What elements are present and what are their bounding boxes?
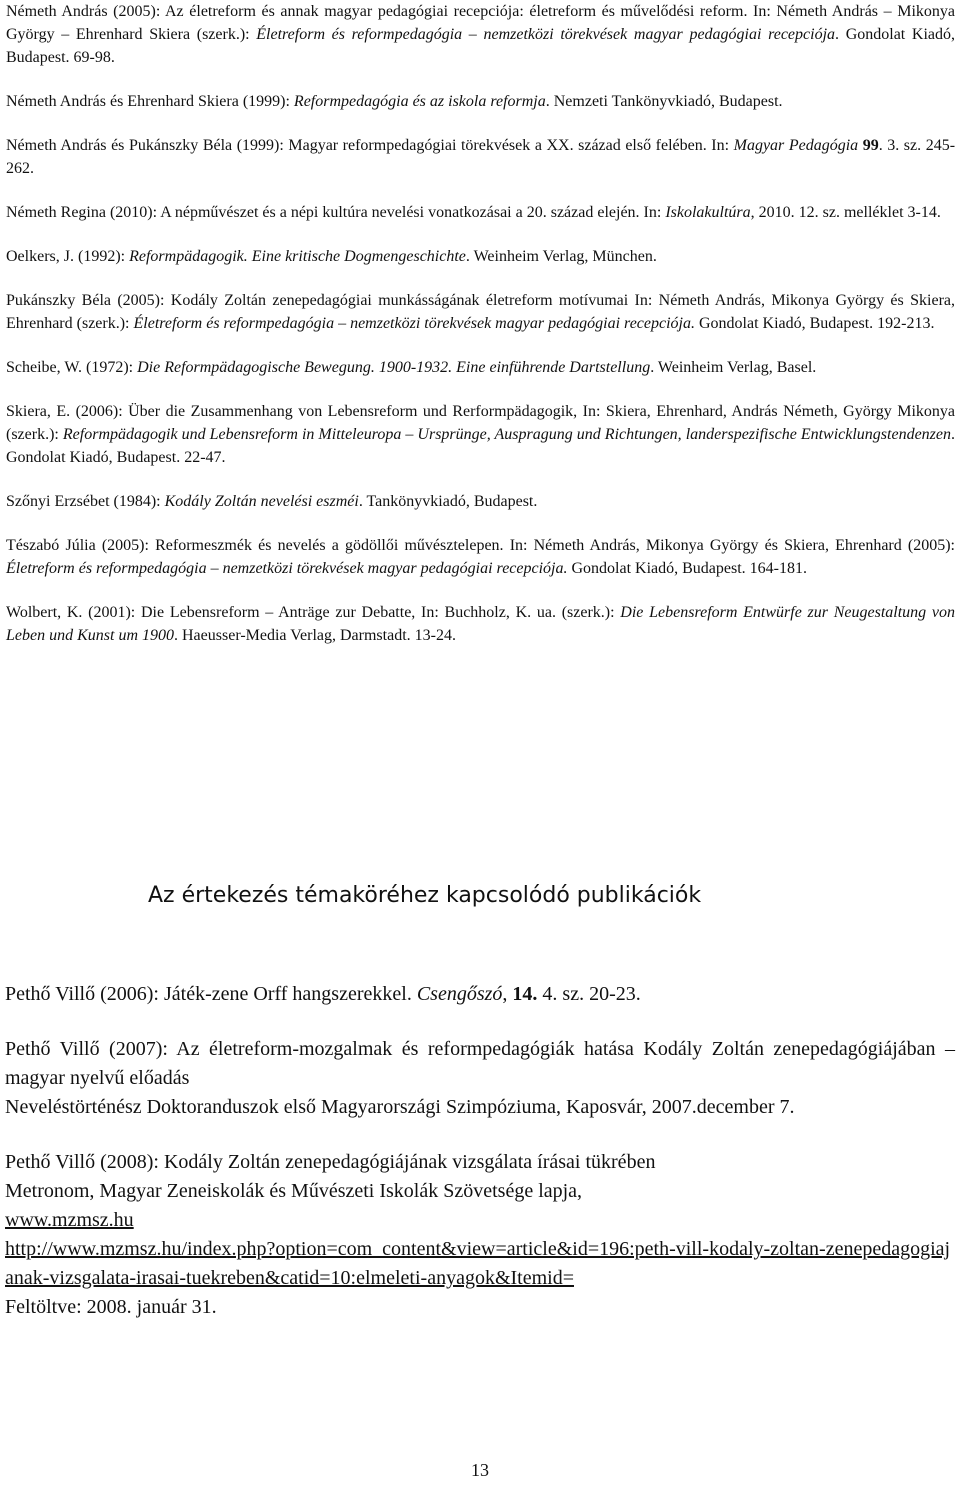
- reference-publisher: . Weinheim Verlag, Basel.: [650, 359, 817, 376]
- publication-text: Pethő Villő (2006): Játék-zene Orff hangszerekkel.: [5, 983, 417, 1005]
- publication-item: [5, 1035, 955, 1122]
- reference-publisher: . Nemzeti Tankönyvkiadó, Budapest.: [545, 93, 783, 110]
- publication-journal: Csengőszó: [416, 983, 503, 1005]
- reference-text: Oelkers, J. (1992):: [6, 248, 130, 265]
- website-link[interactable]: www.mzmsz.hu: [5, 1209, 134, 1231]
- reference-title: Reformpedagógia és az iskola reformja: [293, 93, 546, 110]
- reference-text: Németh András és Pukánszky Béla (1999): Magyar reformpedagógiai törekvések a XX. század első felében. In:: [6, 137, 734, 154]
- reference-title: Reformpädagogik und Lebensreform in Mitteleuropa – Ursprünge, Auspragung und Richtungen, landerspezifische Entwicklungstendenzen: [62, 426, 952, 443]
- reference-item: [6, 245, 955, 268]
- reference-publisher: , 2010. 12. sz. melléklet 3-14.: [750, 204, 941, 221]
- reference-item: [6, 534, 955, 580]
- reference-publisher: . Haeusser-Media Verlag, Darmstadt. 13-24.: [174, 627, 456, 644]
- reference-title: Iskolakultúra: [665, 204, 751, 221]
- publication-title: Pethő Villő (2008): Kodály Zoltán zenepedagógiájának vizsgálata írásai tükrében: [5, 1151, 656, 1173]
- reference-title: Életreform és reformpedagógia – nemzetközi törekvések magyar pedagógiai recepciója.: [133, 315, 695, 332]
- reference-text: Skiera, E. (2006): Über die Zusammenhang von Lebensreform und Rerformpädagogik, In: Skiera, Ehrenhard, András Németh, György Mikonya (szerk.):: [6, 403, 955, 443]
- reference-title: Életreform és reformpedagógia – nemzetközi törekvések magyar pedagógiai recepciója: [256, 26, 836, 43]
- publication-pages: 4. sz. 20-23.: [537, 983, 641, 1005]
- reference-volume: 99: [862, 137, 879, 154]
- reference-publisher: . Tankönyvkiadó, Budapest.: [358, 493, 538, 510]
- reference-publisher: . Weinheim Verlag, München.: [465, 248, 657, 265]
- reference-text: Németh András és Ehrenhard Skiera (1999):: [6, 93, 294, 110]
- publication-list: [5, 980, 955, 1348]
- reference-title: Die Lebensreform Entwürfe zur Neugestaltung von Leben und Kunst um 1900: [6, 604, 955, 644]
- reference-publisher: . Gondolat Kiadó, Budapest. 69-98.: [6, 26, 955, 66]
- reference-item: [6, 90, 955, 113]
- publication-venue: Neveléstörténész Doktoranduszok első Magyarországi Szimpóziuma, Kaposvár, 2007.december 7.: [5, 1096, 795, 1118]
- reference-publisher: Gondolat Kiadó, Budapest. 164-181.: [567, 560, 808, 577]
- reference-item: [6, 289, 955, 335]
- publication-title: Pethő Villő (2007): Az életreform-mozgalmak és reformpedagógiák hatása Kodály Zoltán zenepedagógiájában – magyar nyelvű előadás: [5, 1038, 955, 1089]
- reference-item: [6, 490, 955, 513]
- reference-item: [6, 201, 955, 224]
- reference-text: Pukánszky Béla (2005): Kodály Zoltán zenepedagógiai munkásságának életreform motívumai In: Németh András, Mikonya György és Skiera, Ehrenhard (szerk.):: [6, 292, 955, 332]
- publication-item: [5, 980, 955, 1009]
- upload-date: Feltöltve: 2008. január 31.: [5, 1296, 217, 1318]
- reference-publisher: Gondolat Kiadó, Budapest. 192-213.: [694, 315, 935, 332]
- reference-title: Die Reformpädagogische Bewegung. 1900-1932. Eine einführende Dartstellung: [137, 359, 651, 376]
- reference-item: [6, 601, 955, 647]
- publication-volume: 14.: [512, 983, 538, 1005]
- reference-title: Magyar Pedagógia: [733, 137, 859, 154]
- reference-text: Wolbert, K. (2001): Die Lebensreform – Anträge zur Debatte, In: Buchholz, K. ua. (szerk.):: [6, 604, 621, 621]
- publication-item: [5, 1148, 955, 1322]
- reference-text: Németh András (2005): Az életreform és annak magyar pedagógiai recepciója: életreform és művelődési reform. In: Németh András – Mikonya György – Ehrenhard Skiera (szerk.):: [6, 3, 955, 43]
- publication-separator: ,: [502, 983, 513, 1005]
- reference-item: [6, 0, 955, 69]
- reference-item: [6, 134, 955, 180]
- reference-text: Németh Regina (2010): A népművészet és a népi kultúra nevelési vonatkozásai a 20. század elején. In:: [6, 204, 666, 221]
- reference-list: [6, 0, 955, 668]
- section-heading: Az értekezés témaköréhez kapcsolódó publikációk: [148, 883, 702, 908]
- reference-item: [6, 356, 955, 379]
- page-number: 13: [471, 1460, 489, 1480]
- reference-item: [6, 400, 955, 469]
- reference-text: Scheibe, W. (1972):: [6, 359, 138, 376]
- reference-text: Tészabó Júlia (2005): Reformeszmék és nevelés a gödöllői művésztelepen. In: Németh András, Mikonya György és Skiera, Ehrenhard (2005):: [6, 537, 955, 554]
- publication-venue: Metronom, Magyar Zeneiskolák és Művészeti Iskolák Szövetsége lapja,: [5, 1180, 583, 1202]
- reference-text: Szőnyi Erzsébet (1984):: [6, 493, 165, 510]
- article-link[interactable]: http://www.mzmsz.hu/index.php?option=com_content&view=article&id=196:peth-vill-kodaly-zoltan-zenepedagogiajanak-vizsgalata-irasai-tuekreben&catid=10:elmeleti-anyagok&Itemid=: [5, 1238, 951, 1289]
- reference-pages: . 3. sz. 245-262.: [6, 137, 956, 177]
- reference-title: Életreform és reformpedagógia – nemzetközi törekvések magyar pedagógiai recepciója.: [6, 560, 568, 577]
- reference-publisher: . Gondolat Kiadó, Budapest. 22-47.: [6, 426, 956, 466]
- reference-title: Kodály Zoltán nevelési eszméi: [164, 493, 359, 510]
- reference-title: Reformpädagogik. Eine kritische Dogmengeschichte: [129, 248, 466, 265]
